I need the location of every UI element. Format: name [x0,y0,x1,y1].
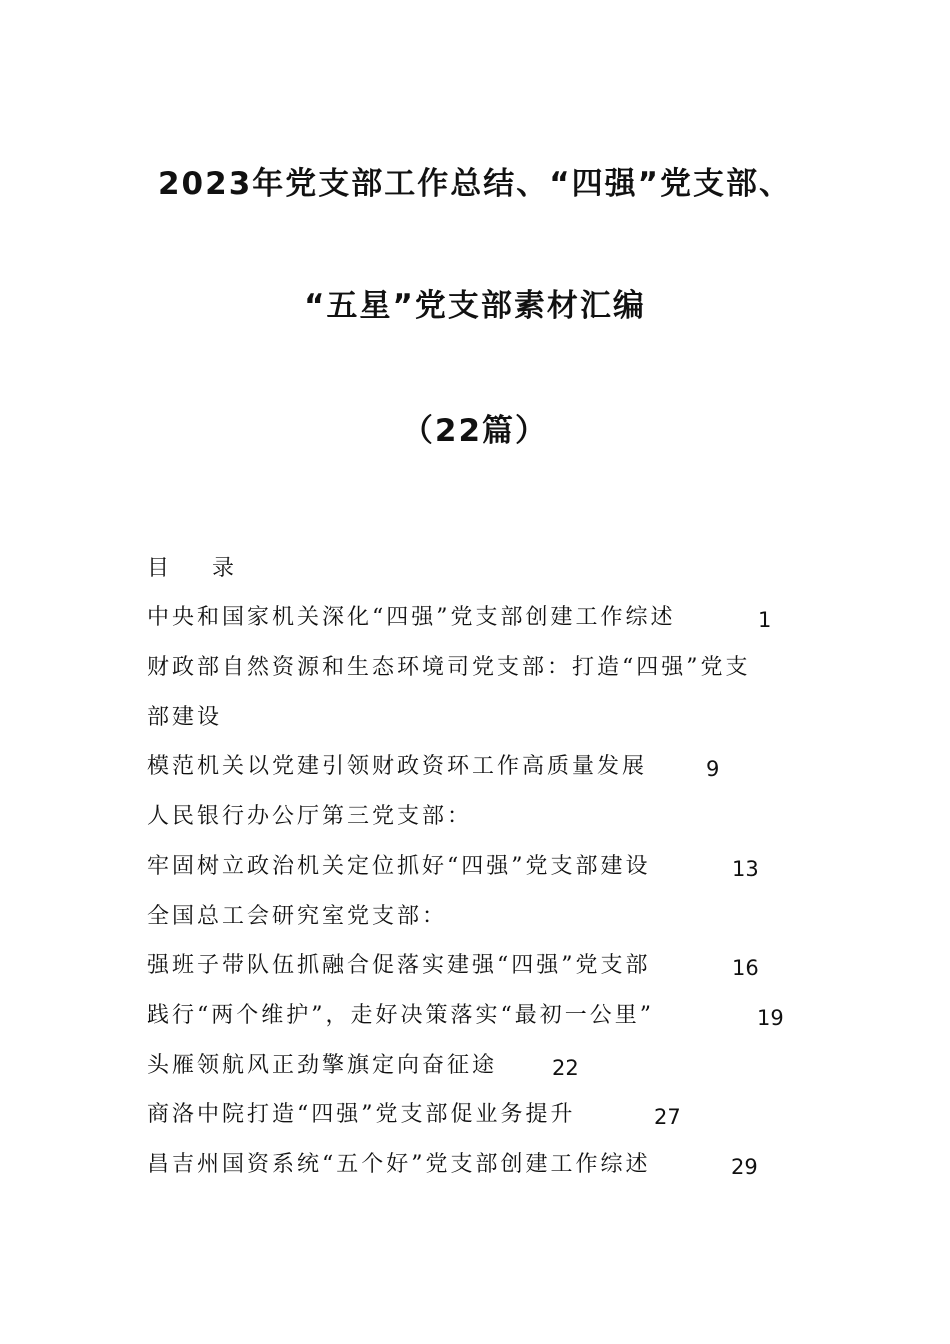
toc-entry[interactable] [147,1150,651,1180]
toc-entry[interactable] [147,1100,576,1130]
toc-entry-page: 22 [552,1056,579,1080]
toc-entry-page: 19 [757,1006,784,1030]
toc-entry[interactable] [147,802,472,832]
toc-entry[interactable] [147,1051,497,1081]
document-title-line-1: 2023年党支部工作总结、“四强”党支部、 [157,166,793,202]
toc-entry-title: 部建设 [147,705,223,730]
toc-entry-title: 全国总工会研究室党支部： [147,904,448,929]
toc-entry-page: 9 [706,757,720,781]
toc-heading: 目 录 [147,556,237,581]
toc-entry-title: 中央和国家机关深化“四强”党支部创建工作综述 [147,605,676,630]
toc-entry-page: 13 [732,857,759,881]
toc-entry-title: 财政部自然资源和生态环境司党支部：打造“四强”党支 [147,655,751,680]
article-count: （22篇） [401,413,549,449]
toc-entry[interactable] [147,951,651,981]
toc-entry-page: 27 [654,1105,681,1129]
toc-entry-page: 16 [732,956,759,980]
toc-entry-continuation[interactable] [147,703,222,733]
toc-entry[interactable] [147,752,647,782]
toc-entry[interactable] [147,852,651,882]
toc-entry-title: 牢固树立政治机关定位抓好“四强”党支部建设 [147,854,651,879]
toc-entry-title: 商洛中院打造“四强”党支部促业务提升 [147,1102,576,1127]
toc-entry[interactable] [147,653,751,683]
toc-entry[interactable] [147,1001,654,1031]
toc-entry-page: 1 [758,608,772,632]
toc-entry[interactable] [147,902,447,932]
toc-entry-title: 强班子带队伍抓融合促落实建强“四强”党支部 [147,953,651,978]
toc-entry[interactable] [147,603,676,633]
toc-entry-title: 人民银行办公厅第三党支部： [147,804,473,829]
toc-entry-title: 践行“两个维护”，走好决策落实“最初一公里” [147,1003,654,1028]
toc-entry-page: 29 [731,1155,758,1179]
toc-entry-title: 头雁领航风正劲擎旗定向奋征途 [147,1053,498,1078]
document-title-line-2: “五星”党支部素材汇编 [304,288,646,324]
toc-entry-title: 昌吉州国资系统“五个好”党支部创建工作综述 [147,1152,651,1177]
toc-entry-title: 模范机关以党建引领财政资环工作高质量发展 [147,754,648,779]
